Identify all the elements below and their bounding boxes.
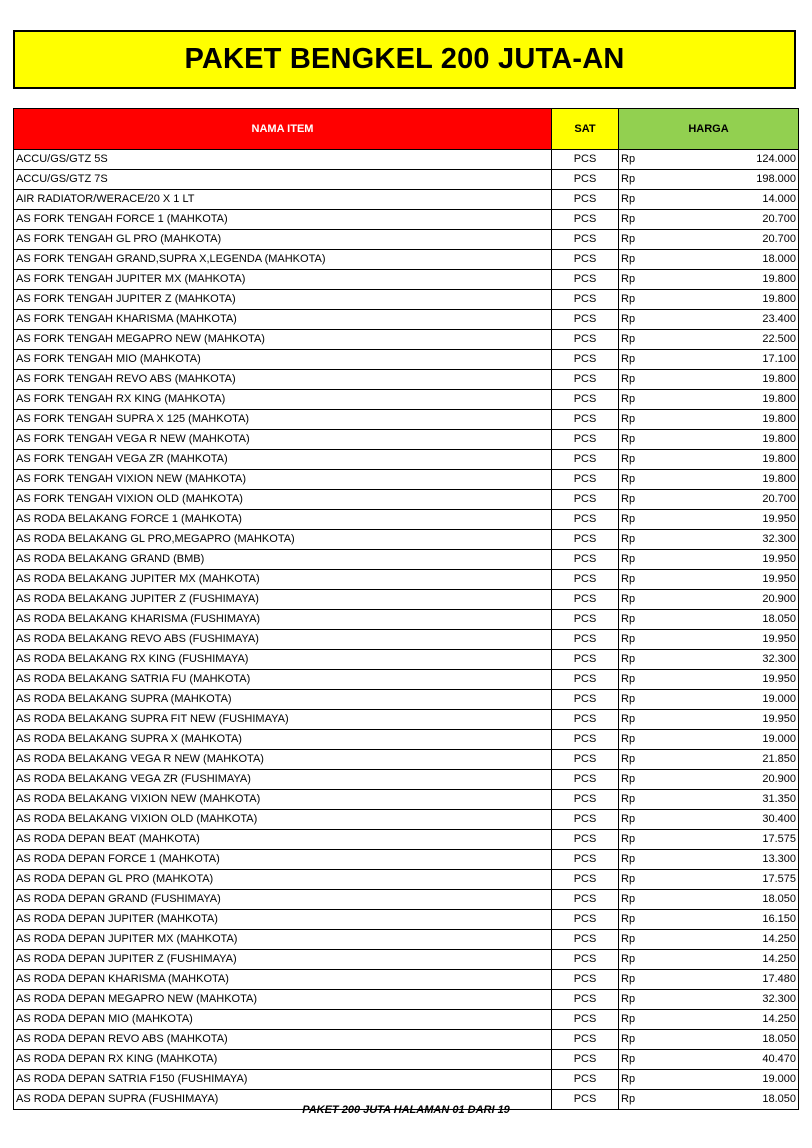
unit-cell: PCS (552, 290, 619, 310)
currency-label: Rp (621, 473, 636, 485)
unit-cell: PCS (552, 790, 619, 810)
currency-label: Rp (621, 873, 636, 885)
price-amount: 21.850 (762, 753, 796, 765)
price-amount: 19.800 (762, 453, 796, 465)
price-cell (619, 450, 799, 470)
unit-cell: PCS (552, 1050, 619, 1070)
currency-label: Rp (621, 613, 636, 625)
price-cell (619, 730, 799, 750)
unit-cell: PCS (552, 990, 619, 1010)
price-amount: 19.800 (762, 473, 796, 485)
price-cell (619, 590, 799, 610)
price-amount: 17.575 (762, 873, 796, 885)
price-cell (619, 230, 799, 250)
table-row (14, 290, 799, 310)
table-row (14, 830, 799, 850)
table-row (14, 610, 799, 630)
table-header-row (14, 109, 799, 150)
price-cell (619, 330, 799, 350)
unit-cell: PCS (552, 590, 619, 610)
price-amount: 20.900 (762, 773, 796, 785)
table-row (14, 690, 799, 710)
unit-cell: PCS (552, 970, 619, 990)
currency-label: Rp (621, 773, 636, 785)
price-cell (619, 890, 799, 910)
currency-label: Rp (621, 233, 636, 245)
item-name-cell: AS RODA BELAKANG JUPITER Z (FUSHIMAYA) (14, 590, 552, 610)
currency-label: Rp (621, 673, 636, 685)
table-row (14, 670, 799, 690)
item-name-cell: AS RODA DEPAN JUPITER Z (FUSHIMAYA) (14, 950, 552, 970)
price-cell (619, 830, 799, 850)
unit-cell: PCS (552, 1030, 619, 1050)
currency-label: Rp (621, 1073, 636, 1085)
price-cell (619, 990, 799, 1010)
price-amount: 14.250 (762, 953, 796, 965)
item-name-cell: AS FORK TENGAH JUPITER Z (MAHKOTA) (14, 290, 552, 310)
item-name-cell: AS RODA BELAKANG SATRIA FU (MAHKOTA) (14, 670, 552, 690)
unit-cell: PCS (552, 1090, 619, 1110)
item-name-cell: AS RODA BELAKANG REVO ABS (FUSHIMAYA) (14, 630, 552, 650)
item-name-cell: AS RODA BELAKANG SUPRA X (MAHKOTA) (14, 730, 552, 750)
currency-label: Rp (621, 553, 636, 565)
item-name-cell: AS RODA BELAKANG FORCE 1 (MAHKOTA) (14, 510, 552, 530)
table-row (14, 270, 799, 290)
unit-cell: PCS (552, 190, 619, 210)
price-cell (619, 770, 799, 790)
table-row (14, 810, 799, 830)
table-row (14, 430, 799, 450)
currency-label: Rp (621, 1033, 636, 1045)
table-row (14, 630, 799, 650)
item-name-cell: AS RODA DEPAN JUPITER MX (MAHKOTA) (14, 930, 552, 950)
item-name-cell: AS RODA BELAKANG JUPITER MX (MAHKOTA) (14, 570, 552, 590)
item-name-cell: AS FORK TENGAH MEGAPRO NEW (MAHKOTA) (14, 330, 552, 350)
price-cell (619, 370, 799, 390)
price-amount: 20.900 (762, 593, 796, 605)
price-cell (619, 710, 799, 730)
item-name-cell: AS RODA BELAKANG SUPRA (MAHKOTA) (14, 690, 552, 710)
price-cell (619, 650, 799, 670)
currency-label: Rp (621, 373, 636, 385)
currency-label: Rp (621, 313, 636, 325)
currency-label: Rp (621, 653, 636, 665)
price-amount: 31.350 (762, 793, 796, 805)
item-name-cell: AIR RADIATOR/WERACE/20 X 1 LT (14, 190, 552, 210)
table-row (14, 450, 799, 470)
table-row (14, 310, 799, 330)
unit-cell: PCS (552, 250, 619, 270)
table-row (14, 170, 799, 190)
price-cell (619, 870, 799, 890)
header-harga: HARGA (619, 109, 799, 150)
header-sat: SAT (552, 109, 619, 150)
table-row (14, 550, 799, 570)
item-name-cell: AS RODA DEPAN GL PRO (MAHKOTA) (14, 870, 552, 890)
unit-cell: PCS (552, 230, 619, 250)
price-amount: 18.050 (762, 893, 796, 905)
price-amount: 20.700 (762, 213, 796, 225)
price-cell (619, 290, 799, 310)
price-amount: 14.250 (762, 933, 796, 945)
currency-label: Rp (621, 273, 636, 285)
item-name-cell: AS FORK TENGAH REVO ABS (MAHKOTA) (14, 370, 552, 390)
table-row (14, 370, 799, 390)
item-name-cell: AS FORK TENGAH GRAND,SUPRA X,LEGENDA (MAHKOTA) (14, 250, 552, 270)
unit-cell: PCS (552, 570, 619, 590)
unit-cell: PCS (552, 210, 619, 230)
item-name-cell: AS RODA BELAKANG VIXION NEW (MAHKOTA) (14, 790, 552, 810)
price-table (13, 108, 799, 1110)
price-cell (619, 1070, 799, 1090)
price-amount: 18.050 (762, 613, 796, 625)
price-amount: 198.000 (756, 173, 796, 185)
price-amount: 19.800 (762, 413, 796, 425)
item-name-cell: AS FORK TENGAH VIXION OLD (MAHKOTA) (14, 490, 552, 510)
item-name-cell: ACCU/GS/GTZ 7S (14, 170, 552, 190)
currency-label: Rp (621, 253, 636, 265)
price-amount: 18.050 (762, 1093, 796, 1105)
item-name-cell: AS FORK TENGAH JUPITER MX (MAHKOTA) (14, 270, 552, 290)
currency-label: Rp (621, 393, 636, 405)
currency-label: Rp (621, 933, 636, 945)
price-amount: 22.500 (762, 333, 796, 345)
item-name-cell: AS RODA DEPAN FORCE 1 (MAHKOTA) (14, 850, 552, 870)
price-cell (619, 270, 799, 290)
price-cell (619, 610, 799, 630)
price-amount: 19.000 (762, 1073, 796, 1085)
unit-cell: PCS (552, 310, 619, 330)
price-amount: 32.300 (762, 533, 796, 545)
unit-cell: PCS (552, 650, 619, 670)
price-cell (619, 530, 799, 550)
price-amount: 19.950 (762, 513, 796, 525)
table-row (14, 1010, 799, 1030)
table-row (14, 650, 799, 670)
item-name-cell: AS RODA BELAKANG GL PRO,MEGAPRO (MAHKOTA) (14, 530, 552, 550)
item-name-cell: AS RODA DEPAN MIO (MAHKOTA) (14, 1010, 552, 1030)
unit-cell: PCS (552, 810, 619, 830)
price-amount: 19.950 (762, 673, 796, 685)
price-cell (619, 1010, 799, 1030)
price-amount: 20.700 (762, 493, 796, 505)
unit-cell: PCS (552, 330, 619, 350)
unit-cell: PCS (552, 730, 619, 750)
table-row (14, 750, 799, 770)
price-cell (619, 150, 799, 170)
table-row (14, 510, 799, 530)
item-name-cell: AS FORK TENGAH FORCE 1 (MAHKOTA) (14, 210, 552, 230)
currency-label: Rp (621, 453, 636, 465)
unit-cell: PCS (552, 1010, 619, 1030)
table-row (14, 710, 799, 730)
currency-label: Rp (621, 993, 636, 1005)
item-name-cell: AS RODA DEPAN REVO ABS (MAHKOTA) (14, 1030, 552, 1050)
currency-label: Rp (621, 573, 636, 585)
price-amount: 32.300 (762, 653, 796, 665)
item-name-cell: AS RODA DEPAN MEGAPRO NEW (MAHKOTA) (14, 990, 552, 1010)
price-amount: 18.000 (762, 253, 796, 265)
header-nama-item: NAMA ITEM (14, 109, 552, 150)
table-row (14, 890, 799, 910)
price-amount: 20.700 (762, 233, 796, 245)
page-footer: PAKET 200 JUTA HALAMAN 01 DARI 19 (302, 1104, 510, 1116)
currency-label: Rp (621, 913, 636, 925)
table-row (14, 230, 799, 250)
currency-label: Rp (621, 193, 636, 205)
unit-cell: PCS (552, 170, 619, 190)
table-row (14, 490, 799, 510)
unit-cell: PCS (552, 670, 619, 690)
currency-label: Rp (621, 353, 636, 365)
currency-label: Rp (621, 333, 636, 345)
price-amount: 19.950 (762, 633, 796, 645)
table-row (14, 990, 799, 1010)
price-amount: 14.250 (762, 1013, 796, 1025)
currency-label: Rp (621, 533, 636, 545)
item-name-cell: AS RODA BELAKANG SUPRA FIT NEW (FUSHIMAYA) (14, 710, 552, 730)
item-name-cell: AS RODA DEPAN KHARISMA (MAHKOTA) (14, 970, 552, 990)
price-cell (619, 750, 799, 770)
price-amount: 19.800 (762, 273, 796, 285)
currency-label: Rp (621, 973, 636, 985)
price-cell (619, 390, 799, 410)
item-name-cell: AS RODA DEPAN SATRIA F150 (FUSHIMAYA) (14, 1070, 552, 1090)
currency-label: Rp (621, 893, 636, 905)
price-cell (619, 430, 799, 450)
table-row (14, 850, 799, 870)
item-name-cell: AS RODA BELAKANG GRAND (BMB) (14, 550, 552, 570)
unit-cell: PCS (552, 910, 619, 930)
currency-label: Rp (621, 793, 636, 805)
currency-label: Rp (621, 1053, 636, 1065)
currency-label: Rp (621, 153, 636, 165)
price-amount: 19.950 (762, 713, 796, 725)
currency-label: Rp (621, 633, 636, 645)
price-cell (619, 790, 799, 810)
price-cell (619, 930, 799, 950)
table-row (14, 930, 799, 950)
price-amount: 19.000 (762, 693, 796, 705)
item-name-cell: AS RODA BELAKANG RX KING (FUSHIMAYA) (14, 650, 552, 670)
table-row (14, 210, 799, 230)
unit-cell: PCS (552, 530, 619, 550)
unit-cell: PCS (552, 370, 619, 390)
currency-label: Rp (621, 213, 636, 225)
item-name-cell: AS FORK TENGAH RX KING (MAHKOTA) (14, 390, 552, 410)
currency-label: Rp (621, 593, 636, 605)
price-cell (619, 810, 799, 830)
price-amount: 19.000 (762, 733, 796, 745)
unit-cell: PCS (552, 690, 619, 710)
currency-label: Rp (621, 713, 636, 725)
item-name-cell: AS FORK TENGAH GL PRO (MAHKOTA) (14, 230, 552, 250)
unit-cell: PCS (552, 470, 619, 490)
unit-cell: PCS (552, 950, 619, 970)
unit-cell: PCS (552, 870, 619, 890)
price-cell (619, 690, 799, 710)
price-cell (619, 510, 799, 530)
table-row (14, 950, 799, 970)
price-cell (619, 850, 799, 870)
price-cell (619, 950, 799, 970)
table-row (14, 390, 799, 410)
price-cell (619, 350, 799, 370)
price-cell (619, 310, 799, 330)
item-name-cell: AS FORK TENGAH MIO (MAHKOTA) (14, 350, 552, 370)
table-row (14, 910, 799, 930)
price-amount: 18.050 (762, 1033, 796, 1045)
item-name-cell: AS FORK TENGAH VIXION NEW (MAHKOTA) (14, 470, 552, 490)
price-cell (619, 490, 799, 510)
unit-cell: PCS (552, 930, 619, 950)
item-name-cell: AS FORK TENGAH VEGA ZR (MAHKOTA) (14, 450, 552, 470)
currency-label: Rp (621, 173, 636, 185)
price-cell (619, 630, 799, 650)
price-cell (619, 1050, 799, 1070)
table-row (14, 410, 799, 430)
item-name-cell: AS RODA DEPAN RX KING (MAHKOTA) (14, 1050, 552, 1070)
currency-label: Rp (621, 1013, 636, 1025)
price-cell (619, 550, 799, 570)
table-row (14, 330, 799, 350)
unit-cell: PCS (552, 450, 619, 470)
price-amount: 19.800 (762, 293, 796, 305)
currency-label: Rp (621, 813, 636, 825)
unit-cell: PCS (552, 1070, 619, 1090)
table-row (14, 770, 799, 790)
price-cell (619, 910, 799, 930)
unit-cell: PCS (552, 490, 619, 510)
price-cell (619, 210, 799, 230)
price-amount: 19.950 (762, 553, 796, 565)
price-amount: 17.480 (762, 973, 796, 985)
unit-cell: PCS (552, 710, 619, 730)
price-cell (619, 470, 799, 490)
price-amount: 32.300 (762, 993, 796, 1005)
currency-label: Rp (621, 953, 636, 965)
item-name-cell: AS RODA BELAKANG VEGA R NEW (MAHKOTA) (14, 750, 552, 770)
price-cell (619, 170, 799, 190)
currency-label: Rp (621, 293, 636, 305)
price-amount: 14.000 (762, 193, 796, 205)
currency-label: Rp (621, 513, 636, 525)
item-name-cell: AS RODA DEPAN BEAT (MAHKOTA) (14, 830, 552, 850)
unit-cell: PCS (552, 510, 619, 530)
unit-cell: PCS (552, 150, 619, 170)
price-cell (619, 250, 799, 270)
currency-label: Rp (621, 493, 636, 505)
price-amount: 124.000 (756, 153, 796, 165)
table-row (14, 530, 799, 550)
table-row (14, 730, 799, 750)
currency-label: Rp (621, 833, 636, 845)
page-title: PAKET BENGKEL 200 JUTA-AN (13, 30, 796, 89)
table-row (14, 590, 799, 610)
unit-cell: PCS (552, 350, 619, 370)
currency-label: Rp (621, 413, 636, 425)
price-amount: 16.150 (762, 913, 796, 925)
table-row (14, 790, 799, 810)
table-row (14, 1030, 799, 1050)
price-amount: 19.800 (762, 433, 796, 445)
item-name-cell: AS FORK TENGAH SUPRA X 125 (MAHKOTA) (14, 410, 552, 430)
currency-label: Rp (621, 853, 636, 865)
currency-label: Rp (621, 693, 636, 705)
unit-cell: PCS (552, 390, 619, 410)
price-amount: 17.575 (762, 833, 796, 845)
price-cell (619, 970, 799, 990)
price-amount: 19.800 (762, 393, 796, 405)
unit-cell: PCS (552, 630, 619, 650)
price-amount: 13.300 (762, 853, 796, 865)
price-amount: 30.400 (762, 813, 796, 825)
currency-label: Rp (621, 1093, 636, 1105)
item-name-cell: AS RODA BELAKANG VEGA ZR (FUSHIMAYA) (14, 770, 552, 790)
table-row (14, 870, 799, 890)
unit-cell: PCS (552, 770, 619, 790)
price-amount: 17.100 (762, 353, 796, 365)
table-row (14, 1070, 799, 1090)
item-name-cell: AS RODA DEPAN SUPRA (FUSHIMAYA) (14, 1090, 552, 1110)
price-amount: 19.800 (762, 373, 796, 385)
table-row (14, 190, 799, 210)
price-cell (619, 190, 799, 210)
table-row (14, 970, 799, 990)
item-name-cell: AS RODA DEPAN GRAND (FUSHIMAYA) (14, 890, 552, 910)
unit-cell: PCS (552, 610, 619, 630)
table-row (14, 350, 799, 370)
price-cell (619, 670, 799, 690)
item-name-cell: AS RODA DEPAN JUPITER (MAHKOTA) (14, 910, 552, 930)
item-name-cell: AS RODA BELAKANG KHARISMA (FUSHIMAYA) (14, 610, 552, 630)
table-row (14, 470, 799, 490)
unit-cell: PCS (552, 830, 619, 850)
unit-cell: PCS (552, 410, 619, 430)
table-row (14, 1050, 799, 1070)
item-name-cell: AS RODA BELAKANG VIXION OLD (MAHKOTA) (14, 810, 552, 830)
currency-label: Rp (621, 733, 636, 745)
price-amount: 19.950 (762, 573, 796, 585)
unit-cell: PCS (552, 550, 619, 570)
price-amount: 23.400 (762, 313, 796, 325)
unit-cell: PCS (552, 890, 619, 910)
price-cell (619, 1030, 799, 1050)
table-row (14, 570, 799, 590)
unit-cell: PCS (552, 430, 619, 450)
table-row (14, 150, 799, 170)
price-amount: 40.470 (762, 1053, 796, 1065)
price-cell (619, 410, 799, 430)
currency-label: Rp (621, 433, 636, 445)
unit-cell: PCS (552, 270, 619, 290)
unit-cell: PCS (552, 750, 619, 770)
item-name-cell: AS FORK TENGAH VEGA R NEW (MAHKOTA) (14, 430, 552, 450)
item-name-cell: ACCU/GS/GTZ 5S (14, 150, 552, 170)
currency-label: Rp (621, 753, 636, 765)
price-cell (619, 570, 799, 590)
table-row (14, 250, 799, 270)
unit-cell: PCS (552, 850, 619, 870)
item-name-cell: AS FORK TENGAH KHARISMA (MAHKOTA) (14, 310, 552, 330)
